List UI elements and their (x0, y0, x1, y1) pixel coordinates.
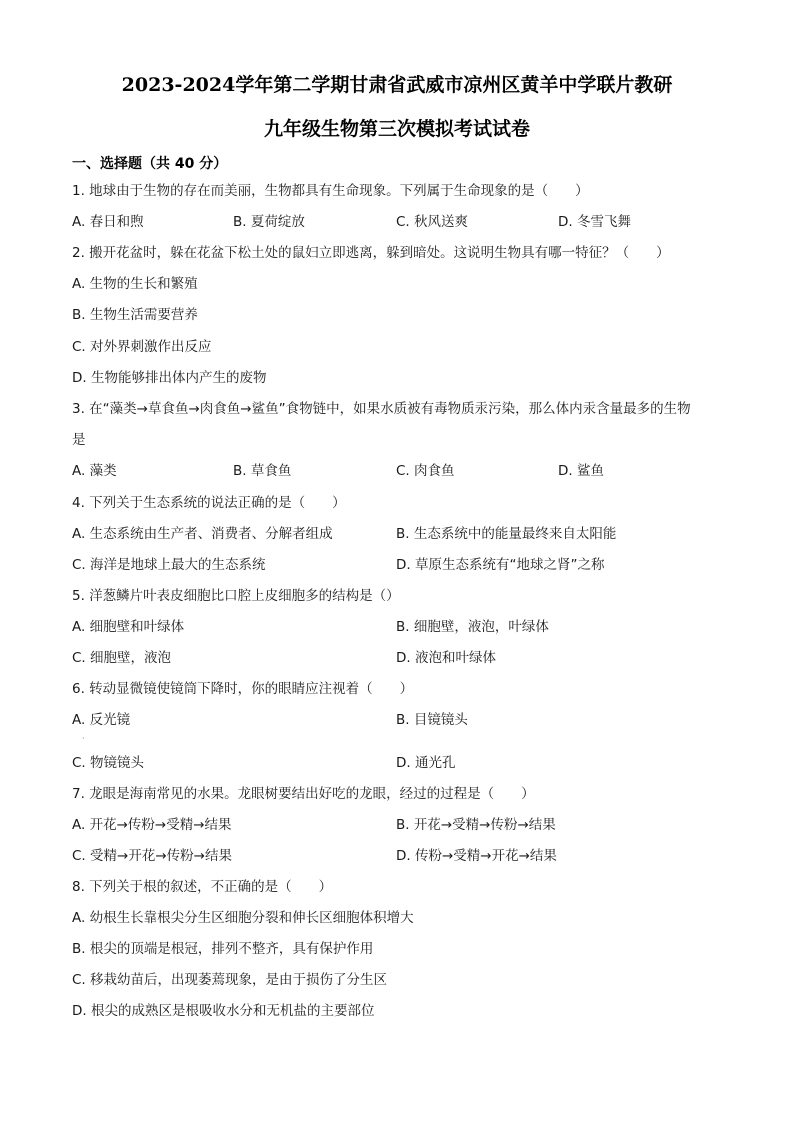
question-7-option-d: D. 传粉→受精→开花→结果 (396, 848, 557, 864)
question-4-option-c: C. 海洋是地球上最大的生态系统 (72, 557, 266, 573)
question-7-option-a: A. 开花→传粉→受精→结果 (72, 817, 232, 833)
question-8-option-a: A. 幼根生长靠根尖分生区细胞分裂和伸长区细胞体积增大 (72, 910, 414, 926)
question-2-stem: 2. 搬开花盆时，躲在花盆下松土处的鼠妇立即逃离，躲到暗处。这说明生物具有哪一特征？（ ） (72, 245, 670, 261)
question-2-option-d: D. 生物能够排出体内产生的废物 (72, 370, 267, 386)
question-6-stem: 6. 转动显微镜使镜筒下降时，你的眼睛应注视着（ ） (72, 681, 414, 697)
question-1-stem: 1. 地球由于生物的存在而美丽，生物都具有生命现象。下列属于生命现象的是（ ） (72, 183, 589, 199)
question-3-stem-continued: 是 (72, 432, 86, 448)
exam-title-line-2: 九年级生物第三次模拟考试试卷 (263, 118, 530, 140)
question-1-option-d: D. 冬雪飞舞 (558, 214, 631, 230)
question-4-option-a: A. 生态系统由生产者、消费者、分解者组成 (72, 526, 333, 542)
question-8-option-c: C. 移栽幼苗后，出现萎蔫现象，是由于损伤了分生区 (72, 972, 388, 988)
question-4-option-b: B. 生态系统中的能量最终来自太阳能 (396, 526, 617, 542)
question-3-option-c: C. 肉食鱼 (396, 463, 455, 479)
question-1-option-b: B. 夏荷绽放 (233, 214, 305, 230)
stray-mark: · (82, 734, 85, 743)
question-8-stem: 8. 下列关于根的叙述，不正确的是（ ） (72, 879, 333, 895)
section-heading: 一、选择题（共 40 分） (72, 156, 228, 172)
question-5-option-b: B. 细胞壁，液泡，叶绿体 (396, 619, 549, 635)
question-5-option-a: A. 细胞壁和叶绿体 (72, 619, 185, 635)
question-8-option-d: D. 根尖的成熟区是根吸收水分和无机盐的主要部位 (72, 1003, 375, 1019)
question-4-option-d: D. 草原生态系统有“地球之肾”之称 (396, 557, 605, 573)
question-6-option-a: A. 反光镜 (72, 712, 131, 728)
question-5-option-d: D. 液泡和叶绿体 (396, 650, 496, 666)
question-8-option-b: B. 根尖的顶端是根冠，排列不整齐，具有保护作用 (72, 941, 374, 957)
question-7-option-b: B. 开花→受精→传粉→结果 (396, 817, 556, 833)
question-6-option-c: C. 物镜镜头 (72, 755, 145, 771)
question-2-option-b: B. 生物生活需要营养 (72, 307, 198, 323)
question-2-option-a: A. 生物的生长和繁殖 (72, 276, 198, 292)
question-1-option-c: C. 秋风送爽 (396, 214, 469, 230)
question-7-option-c: C. 受精→开花→传粉→结果 (72, 848, 232, 864)
question-1-option-a: A. 春日和煦 (72, 214, 144, 230)
question-7-stem: 7. 龙眼是海南常见的水果。龙眼树要结出好吃的龙眼，经过的过程是（ ） (72, 786, 535, 802)
question-4-stem: 4. 下列关于生态系统的说法正确的是（ ） (72, 495, 346, 511)
question-5-stem: 5. 洋葱鳞片叶表皮细胞比口腔上皮细胞多的结构是（） (72, 588, 400, 604)
question-3-stem: 3. 在“藻类→草食鱼→肉食鱼→鲨鱼”食物链中，如果水质被有毒物质汞污染，那么体内汞含量最多的生物 (72, 401, 691, 417)
question-3-option-b: B. 草食鱼 (233, 463, 292, 479)
question-2-option-c: C. 对外界刺激作出反应 (72, 339, 212, 355)
question-3-option-a: A. 藻类 (72, 463, 117, 479)
question-5-option-c: C. 细胞壁，液泡 (72, 650, 172, 666)
question-3-option-d: D. 鲨鱼 (558, 463, 604, 479)
question-6-option-d: D. 通光孔 (396, 755, 456, 771)
question-6-option-b: B. 目镜镜头 (396, 712, 468, 728)
exam-title-line-1: 2023-2024学年第二学期甘肃省武威市凉州区黄羊中学联片教研 (121, 74, 673, 96)
